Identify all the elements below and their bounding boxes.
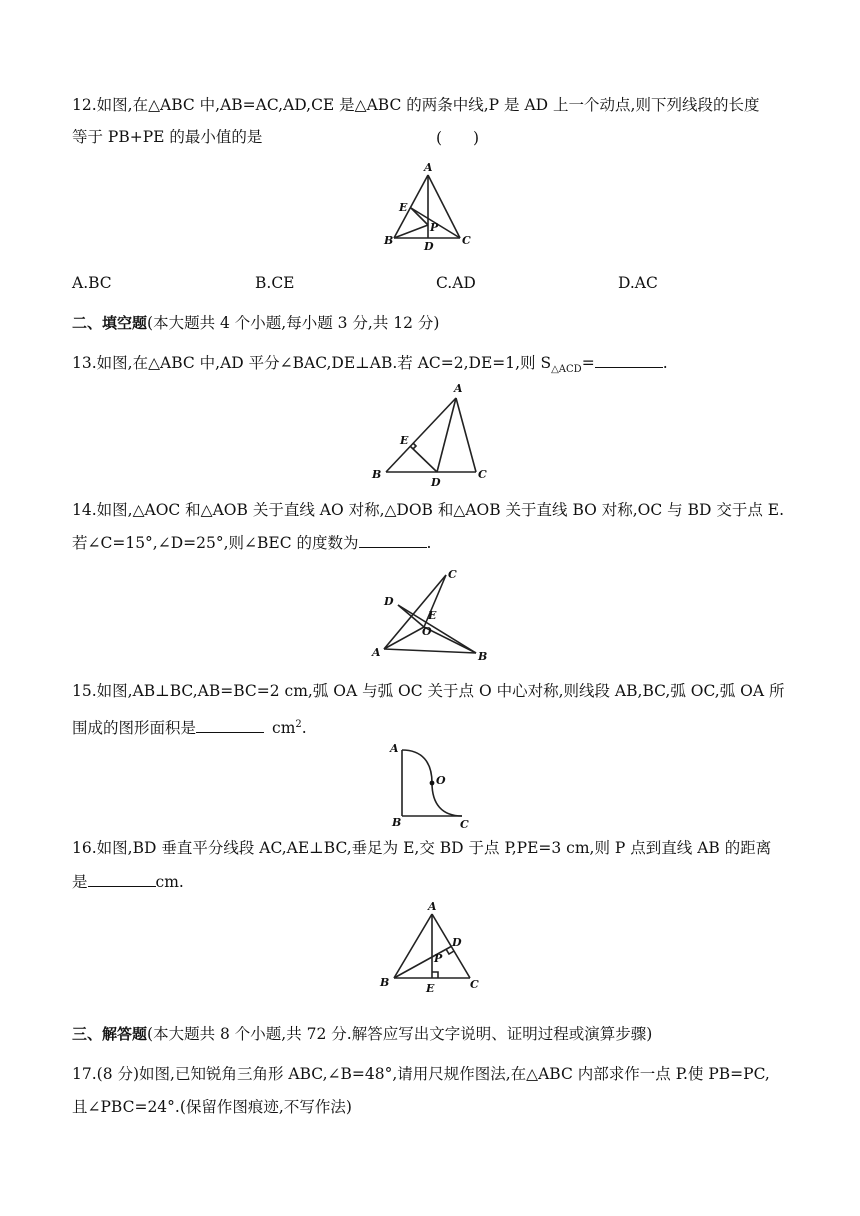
section2-note: (本大题共 4 个小题,每小题 3 分,共 12 分) <box>147 314 440 332</box>
q14-line2 <box>72 532 792 554</box>
q15-label-O: O <box>436 774 446 787</box>
q14-answer-blank <box>359 533 427 548</box>
q14-line1: 14.如图,△AOC 和△AOB 关于直线 AO 对称,△DOB 和△AOB 关于直线 BO 对称,OC 与 BD 交于点 E. <box>72 501 785 519</box>
q15-label-B: B <box>392 816 402 829</box>
q16-text: 是 <box>72 873 88 891</box>
q17-line2: 且∠PBC=24°.(保留作图痕迹,不写作法) <box>72 1098 352 1116</box>
q12-label-C: C <box>462 234 471 247</box>
q14-label-C: C <box>448 568 457 581</box>
q12-label-A: A <box>424 161 433 174</box>
q13-label-E: E <box>400 434 409 447</box>
q16-label-A: A <box>428 900 437 913</box>
q16-label-B: B <box>380 976 390 989</box>
q14-label-O: O <box>422 625 432 638</box>
q15-label-A: A <box>390 742 399 755</box>
q13-line <box>72 352 792 381</box>
q12-option-d: D.AC <box>618 274 658 292</box>
section2-heading: 二、填空题 <box>72 314 148 332</box>
q14-figure <box>370 565 500 665</box>
q16-line1: 16.如图,BD 垂直平分线段 AC,AE⊥BC,垂足为 E,交 BD 于点 P,PE=3 cm,则 P 点到直线 AB 的距离 <box>72 839 772 857</box>
q14-label-A: A <box>372 646 381 659</box>
q15-point-o <box>430 781 435 786</box>
section3-note: (本大题共 8 个小题,共 72 分.解答应写出文字说明、证明过程或演算步骤) <box>147 1025 653 1043</box>
q13-end: . <box>662 354 668 372</box>
q15-unit-power: 2 <box>295 719 302 730</box>
q15-line1: 15.如图,AB⊥BC,AB=BC=2 cm,弧 OA 与弧 OC 关于点 O 中心对称,则线段 AB,BC,弧 OC,弧 OA 所 <box>72 682 785 700</box>
q12-label-E: E <box>399 201 408 214</box>
q12-option-b: B.CE <box>255 274 295 292</box>
q14-label-E: E <box>428 609 437 622</box>
q13-subscript: △ACD <box>551 364 582 376</box>
q15-end: . <box>301 719 307 738</box>
q13-label-C: C <box>478 468 487 481</box>
q13-equals: = <box>581 354 595 372</box>
q13-text: 13.如图,在△ABC 中,AD 平分∠BAC,DE⊥AB.若 AC=2,DE=1,则 S <box>72 354 552 372</box>
q13-answer-blank <box>595 353 663 368</box>
q14-text: 若∠C=15°,∠D=25°,则∠BEC 的度数为 <box>72 534 359 552</box>
section2-title <box>72 312 792 334</box>
q15-label-C: C <box>460 818 469 831</box>
q12-line2: 等于 PB+PE 的最小值的是 <box>72 128 263 146</box>
section3-heading: 三、解答题 <box>72 1025 148 1043</box>
q15-text: 围成的图形面积是 <box>72 719 197 738</box>
q16-label-D: D <box>452 936 462 949</box>
q15-figure <box>384 738 474 830</box>
q15-line2 <box>72 714 792 739</box>
q16-answer-blank <box>88 872 156 887</box>
q13-label-A: A <box>454 382 463 395</box>
q12-label-B: B <box>384 234 394 247</box>
q15-answer-blank <box>196 718 264 733</box>
q16-label-C: C <box>470 978 479 991</box>
q12-figure <box>380 160 480 255</box>
q15-unit: cm <box>272 719 296 738</box>
q16-line2 <box>72 871 792 893</box>
q17-line1: 17.(8 分)如图,已知锐角三角形 ABC,∠B=48°,请用尺规作图法,在△ABC 内部求作一点 P.使 PB=PC, <box>72 1065 770 1083</box>
q13-label-B: B <box>372 468 382 481</box>
q13-figure <box>368 382 498 492</box>
q14-label-D: D <box>384 595 394 608</box>
section3-title <box>72 1023 792 1045</box>
q14-label-B: B <box>478 650 488 663</box>
q12-answer-paren: ( ) <box>436 129 480 147</box>
q12-option-c: C.AD <box>436 274 476 292</box>
q12-label-D: D <box>424 240 434 253</box>
q16-label-E: E <box>426 982 435 995</box>
q13-label-D: D <box>431 476 441 489</box>
q16-label-P: P <box>434 952 443 965</box>
q12-option-a: A.BC <box>72 274 112 292</box>
q16-figure <box>374 900 484 1000</box>
q12-label-P: P <box>430 221 439 234</box>
q16-end: cm. <box>155 873 184 891</box>
q14-end: . <box>426 534 432 552</box>
q12-line1: 12.如图,在△ABC 中,AB=AC,AD,CE 是△ABC 的两条中线,P 是 AD 上一个动点,则下列线段的长度 <box>72 96 760 114</box>
